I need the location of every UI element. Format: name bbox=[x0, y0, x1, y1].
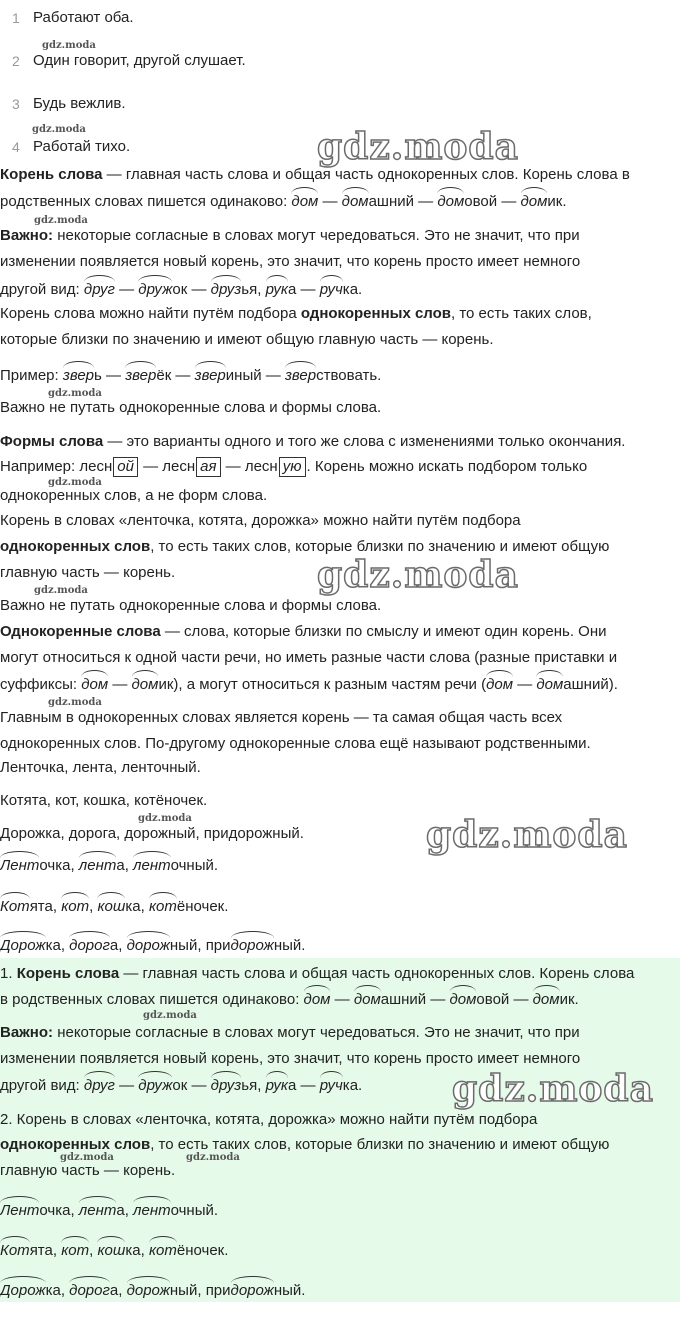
text: а bbox=[116, 857, 125, 874]
text: , то есть таких слов, bbox=[451, 305, 592, 322]
root-mark: Кот bbox=[0, 898, 30, 915]
text: а bbox=[109, 1282, 119, 1299]
paragraph-line: Главным в однокоренных словах является корень — та самая общая часть всех bbox=[0, 709, 563, 726]
paragraph-line: могут относиться к одной части речи, но иметь разные части слова (разные приставки и bbox=[0, 649, 618, 666]
term: Формы слова bbox=[0, 433, 104, 450]
root-mark: руч bbox=[319, 281, 343, 298]
paragraph-line bbox=[0, 675, 618, 695]
root-mark: звер bbox=[194, 367, 226, 384]
word-row: Ленточка, лента, ленточный. bbox=[0, 1202, 219, 1219]
list-number: 1 bbox=[12, 10, 20, 26]
word-row: Дорожка, дорога, дорожный, придорожный. bbox=[0, 1282, 306, 1299]
watermark-small: gdz.moda bbox=[186, 1152, 240, 1163]
text: ашний bbox=[380, 991, 427, 1008]
text: — bbox=[513, 676, 537, 693]
text: — bbox=[330, 991, 354, 1008]
root-mark: друж bbox=[138, 281, 173, 298]
root-word: друг bbox=[83, 1077, 115, 1094]
root-mark: дом bbox=[131, 676, 159, 693]
root-word: дом bbox=[303, 991, 331, 1008]
list-number: 2 bbox=[12, 53, 20, 69]
term: однокоренных слов bbox=[0, 538, 151, 555]
root-mark: кош bbox=[97, 898, 126, 915]
root-mark: друз bbox=[210, 1077, 242, 1094]
text: , то есть таких слов, которые близки по значению и имеют общую bbox=[150, 1136, 610, 1153]
watermark-large: gdz.moda bbox=[452, 1068, 654, 1110]
text: ка bbox=[45, 1282, 61, 1299]
text: суффиксы: bbox=[0, 676, 82, 693]
text: ок bbox=[172, 281, 188, 298]
root-mark: звер bbox=[125, 367, 157, 384]
root-mark: дом bbox=[532, 991, 560, 1008]
text: — bbox=[261, 367, 285, 384]
text: некоторые согласные в словах могут чередоваться. Это не значит, что при bbox=[53, 227, 580, 244]
root-mark: Кот bbox=[0, 1242, 30, 1259]
text: Например: лесн bbox=[0, 458, 113, 475]
text: а bbox=[116, 1202, 125, 1219]
paragraph-line bbox=[0, 304, 592, 324]
text: а bbox=[288, 281, 297, 298]
root-word: дом bbox=[486, 676, 514, 693]
text: овой bbox=[476, 991, 510, 1008]
text: ный. bbox=[273, 937, 306, 954]
text: ик. bbox=[559, 991, 579, 1008]
text: ный bbox=[169, 1282, 198, 1299]
paragraph-line: изменении появляется новый корень, это значит, что корень просто имеет немного bbox=[0, 253, 581, 270]
word-row: Дорожка, дорога, дорожный, придорожный. bbox=[0, 937, 306, 954]
paragraph-line bbox=[0, 432, 625, 452]
list-item: Работай тихо. bbox=[33, 138, 131, 155]
text: ка bbox=[125, 1242, 141, 1259]
root-mark: кош bbox=[97, 1242, 126, 1259]
text: ёночек. bbox=[176, 1242, 229, 1259]
text: . Корень можно искать подбором только bbox=[306, 458, 588, 475]
text: 1. bbox=[0, 965, 17, 982]
list-number: 3 bbox=[12, 96, 20, 112]
watermark-small: gdz.moda bbox=[143, 1010, 197, 1021]
text: ный bbox=[169, 937, 198, 954]
text: при bbox=[205, 937, 231, 954]
watermark-small: gdz.moda bbox=[60, 1152, 114, 1163]
watermark-small: gdz.moda bbox=[48, 697, 102, 708]
text: ашний bbox=[563, 676, 609, 693]
root-mark: Лент bbox=[0, 857, 40, 874]
text: ья, bbox=[241, 281, 266, 298]
text: а bbox=[288, 1077, 297, 1094]
text: — лесн bbox=[138, 458, 196, 475]
root-mark: дом bbox=[449, 991, 477, 1008]
paragraph-line: главную часть — корень. bbox=[0, 564, 176, 581]
text: ик. bbox=[547, 193, 567, 210]
watermark-small: gdz.moda bbox=[48, 477, 102, 488]
text: ята bbox=[29, 1242, 53, 1259]
paragraph-line bbox=[0, 280, 362, 300]
root-mark: дом bbox=[520, 193, 548, 210]
text: иный bbox=[225, 367, 262, 384]
word-row: Ленточка, лента, ленточный. bbox=[0, 857, 219, 874]
text: ья, bbox=[241, 1077, 266, 1094]
text: — bbox=[426, 991, 450, 1008]
ending-box: ую bbox=[279, 457, 306, 477]
root-mark: дорож bbox=[126, 937, 170, 954]
root-mark: друж bbox=[138, 1077, 173, 1094]
paragraph-line: Ленточка, лента, ленточный. bbox=[0, 759, 201, 776]
term: Однокоренные слова bbox=[0, 623, 161, 640]
term: Важно: bbox=[0, 227, 54, 244]
root-mark: лент bbox=[133, 857, 171, 874]
paragraph-line bbox=[0, 165, 630, 185]
text: ёночек. bbox=[176, 898, 229, 915]
paragraph-line: изменении появляется новый корень, это значит, что корень просто имеет немного bbox=[0, 1050, 581, 1067]
text: ствовать. bbox=[316, 367, 382, 384]
root-mark: Дорож bbox=[0, 937, 46, 954]
root-mark: кот bbox=[61, 898, 90, 915]
root-word: дом bbox=[291, 193, 319, 210]
paragraph-line bbox=[0, 1023, 580, 1043]
root-mark: рук bbox=[265, 1077, 288, 1094]
text: ок bbox=[172, 1077, 188, 1094]
text: — bbox=[171, 367, 195, 384]
root-mark: лент bbox=[133, 1202, 171, 1219]
term: Важно: bbox=[0, 1024, 54, 1041]
paragraph-line bbox=[0, 366, 381, 386]
paragraph-line bbox=[0, 226, 580, 246]
paragraph-line: однокоренных слов, а не форм слова. bbox=[0, 487, 268, 504]
text: — bbox=[187, 281, 211, 298]
watermark-large: gdz.moda bbox=[317, 554, 519, 596]
text: Корень слова можно найти путём подбора bbox=[0, 305, 301, 322]
word-row: Котята, кот, кошка, котёночек. bbox=[0, 898, 229, 915]
root-mark: дорож bbox=[230, 937, 274, 954]
text: очный. bbox=[170, 857, 219, 874]
list-item: Будь вежлив. bbox=[33, 95, 126, 112]
text: — bbox=[296, 281, 320, 298]
root-mark: дом bbox=[353, 991, 381, 1008]
term: однокоренных слов bbox=[0, 1136, 151, 1153]
root-mark: Лент bbox=[0, 1202, 40, 1219]
paragraph-line: Дорожка, дорога, дорожный, придорожный. bbox=[0, 825, 304, 842]
text: при bbox=[205, 1282, 231, 1299]
root-mark: лент bbox=[78, 1202, 117, 1219]
paragraph-line: однокоренных слов. По-другому однокоренные слова ещё называют родственными. bbox=[0, 735, 591, 752]
ending-box: ой bbox=[113, 457, 138, 477]
text: — bbox=[497, 193, 521, 210]
text: — лесн bbox=[221, 458, 278, 475]
paragraph-line: Корень в словах «ленточка, котята, дорожка» можно найти путём подбора bbox=[0, 512, 521, 529]
text: ка. bbox=[342, 1077, 363, 1094]
root-mark: рук bbox=[265, 281, 288, 298]
text: овой bbox=[464, 193, 498, 210]
text: ик bbox=[158, 676, 174, 693]
root-mark: дорог bbox=[69, 1282, 110, 1299]
term: однокоренных слов bbox=[300, 305, 452, 322]
root-mark: дорог bbox=[69, 937, 110, 954]
paragraph-line bbox=[0, 964, 634, 984]
text: ка bbox=[45, 937, 61, 954]
root-mark: лент bbox=[78, 857, 117, 874]
paragraph-line bbox=[0, 622, 607, 642]
paragraph-line: главную часть — корень. bbox=[0, 1162, 176, 1179]
watermark-small: gdz.moda bbox=[34, 215, 88, 226]
root-mark: дорож bbox=[126, 1282, 170, 1299]
watermark-small: gdz.moda bbox=[34, 585, 88, 596]
text: ка bbox=[125, 898, 141, 915]
root-mark: руч bbox=[319, 1077, 343, 1094]
text: — bbox=[318, 193, 342, 210]
text: — bbox=[296, 1077, 320, 1094]
paragraph-line bbox=[0, 192, 567, 212]
text: — bbox=[187, 1077, 211, 1094]
text: а bbox=[109, 937, 119, 954]
text: ёк bbox=[156, 367, 172, 384]
list-number: 4 bbox=[12, 139, 20, 155]
text: другой вид: bbox=[0, 281, 84, 298]
text: — это варианты одного и того же слова с изменениями только окончания. bbox=[103, 433, 626, 450]
paragraph-line bbox=[0, 1076, 362, 1096]
text: ный. bbox=[273, 1282, 306, 1299]
text: — bbox=[101, 367, 126, 384]
text: — главная часть слова и общая часть однокоренных слов. Корень слова в bbox=[102, 166, 630, 183]
paragraph-line: Важно не путать однокоренные слова и формы слова. bbox=[0, 399, 382, 416]
root-mark: дом bbox=[536, 676, 564, 693]
paragraph-line: 2. Корень в словах «ленточка, котята, дорожка» можно найти путём подбора bbox=[0, 1111, 538, 1128]
paragraph-line bbox=[0, 457, 587, 477]
paragraph-line: которые близки по значению и имеют общую главную часть — корень. bbox=[0, 331, 494, 348]
text: родственных словах пишется одинаково: bbox=[0, 193, 292, 210]
ending-box: ая bbox=[196, 457, 220, 477]
word-row: Котята, кот, кошка, котёночек. bbox=[0, 1242, 229, 1259]
text: ка. bbox=[342, 281, 363, 298]
text: ь bbox=[94, 367, 102, 384]
root-mark: дорож bbox=[230, 1282, 274, 1299]
text: — bbox=[114, 281, 139, 298]
paragraph-line: Важно не путать однокоренные слова и формы слова. bbox=[0, 597, 382, 614]
watermark-small: gdz.moda bbox=[48, 388, 102, 399]
text: — слова, которые близки по смыслу и имеют один корень. Они bbox=[160, 623, 607, 640]
list-item: Работают оба. bbox=[33, 9, 134, 26]
watermark-large: gdz.moda bbox=[426, 814, 628, 856]
root-mark: кот bbox=[148, 898, 177, 915]
root-mark: Дорож bbox=[0, 1282, 46, 1299]
text: , то есть таких слов, которые близки по значению и имеют общую bbox=[150, 538, 610, 555]
text: Пример: bbox=[0, 367, 63, 384]
text: — главная часть слова и общая часть однокоренных слов. Корень слова bbox=[119, 965, 635, 982]
term: Корень слова bbox=[0, 166, 103, 183]
root-mark: друз bbox=[210, 281, 242, 298]
paragraph-line: Котята, кот, кошка, котёночек. bbox=[0, 792, 208, 809]
text: в родственных словах пишется одинаково: bbox=[0, 991, 304, 1008]
text: — bbox=[108, 676, 132, 693]
list-item: Один говорит, другой слушает. bbox=[33, 52, 246, 69]
root-word: друг bbox=[83, 281, 115, 298]
text: очка bbox=[39, 1202, 71, 1219]
text: некоторые согласные в словах могут чередоваться. Это не значит, что при bbox=[53, 1024, 580, 1041]
watermark-small: gdz.moda bbox=[138, 813, 192, 824]
text: ), а могут относиться к разным частям речи ( bbox=[173, 676, 487, 693]
text: — bbox=[114, 1077, 139, 1094]
root-word: дом bbox=[81, 676, 109, 693]
text: — bbox=[509, 991, 533, 1008]
text: ята bbox=[29, 898, 53, 915]
text: очный. bbox=[170, 1202, 219, 1219]
root-mark: дом bbox=[341, 193, 369, 210]
term: Корень слова bbox=[16, 965, 120, 982]
root-mark: кот bbox=[61, 1242, 90, 1259]
text: ). bbox=[608, 676, 618, 693]
text: ашний bbox=[368, 193, 415, 210]
watermark-small: gdz.moda bbox=[42, 40, 96, 51]
text: очка bbox=[39, 857, 71, 874]
text: — bbox=[414, 193, 438, 210]
root-mark: звер bbox=[62, 367, 95, 384]
text: другой вид: bbox=[0, 1077, 84, 1094]
watermark-small: gdz.moda bbox=[32, 124, 86, 135]
paragraph-line bbox=[0, 990, 579, 1010]
root-mark: дом bbox=[437, 193, 465, 210]
root-mark: кот bbox=[148, 1242, 177, 1259]
watermark-large: gdz.moda bbox=[317, 126, 519, 168]
root-mark: звер bbox=[284, 367, 317, 384]
